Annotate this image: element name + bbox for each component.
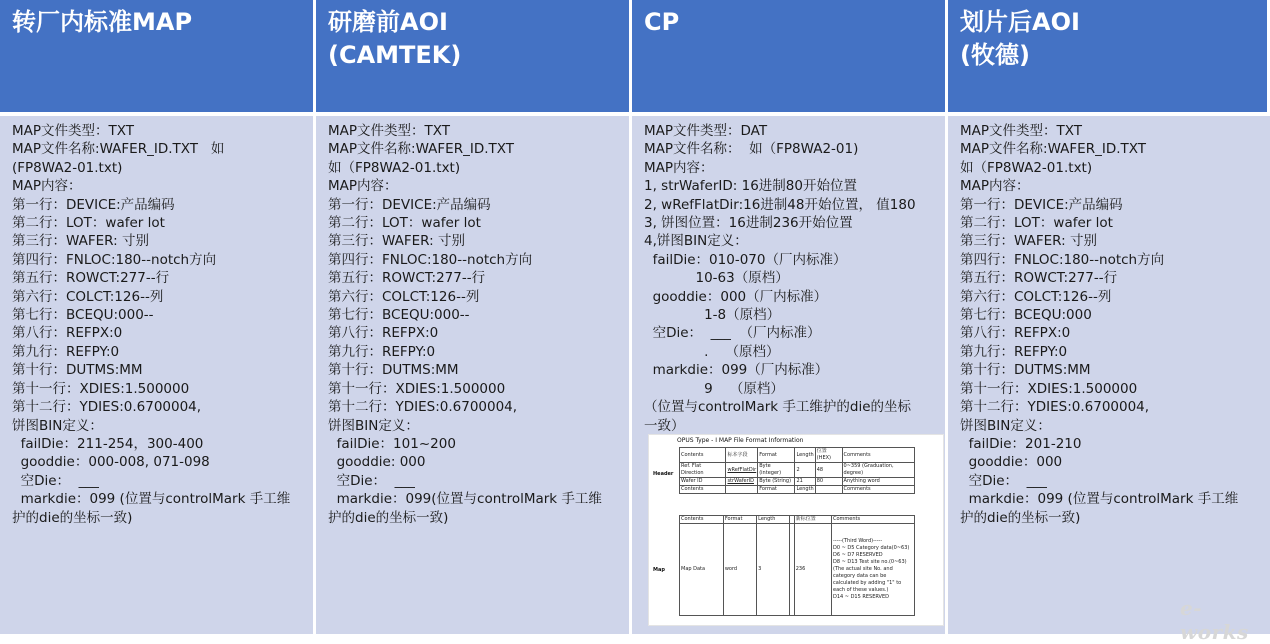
header-standard-map: 转厂内标准MAP [0, 0, 316, 116]
content-line: 第三行：WAFER: 寸别 [960, 233, 1097, 250]
content-line: 第十二行：YDIES:0.6700004, [328, 399, 518, 416]
content-line: 饼图BIN定义： [328, 417, 419, 434]
content-line: 第五行：ROWCT:277--行 [328, 270, 486, 287]
content-line: MAP文件类型：TXT [960, 123, 1083, 139]
content-line: 9 （原档） [644, 380, 784, 397]
content-line: 第二行：LOT：wafer lot [12, 215, 165, 232]
doc-comment-line: -----(Third Word)----- [833, 538, 883, 544]
content-line: 空Die： ___ [960, 472, 1047, 489]
doc-cell: 21 [795, 478, 815, 486]
content-line: MAP内容： [328, 178, 398, 195]
content-line: 3, 饼图位置：16进制236开始位置 [644, 215, 853, 232]
header-post-dicing-aoi: 划片后AOI (牧德) [948, 0, 1270, 116]
map-format-document-image [648, 434, 944, 626]
content-line: MAP内容： [960, 178, 1030, 195]
doc-header-table [679, 447, 915, 494]
content-line: 第七行：BCEQU:000-- [328, 307, 470, 324]
content-line: 第八行：REFPX:0 [12, 325, 123, 342]
doc-cell: Length [795, 448, 815, 463]
content-line: 第七行：BCEQU:000 [960, 307, 1092, 324]
content-line: 护的die的坐标一致) [328, 509, 449, 526]
content-line: 第十行：DUTMS:MM [12, 362, 143, 379]
content-line: 空Die： ___ （厂内标准） [644, 325, 821, 342]
content-line: gooddie：000（厂内标准） [644, 288, 828, 305]
content-line: 2, wRefFlatDir:16进制48开始位置， 值180 [644, 196, 916, 213]
doc-cell: Contents [680, 448, 726, 463]
content-line: 第十一行：XDIES:1.500000 [960, 380, 1138, 397]
content-line: markdie：099 (位置与controlMark 手工维 [960, 491, 1239, 508]
content-line: 第三行：WAFER: 寸别 [328, 233, 465, 250]
doc-cell: 2 [795, 463, 815, 478]
content-line: MAP文件类型：TXT [12, 123, 135, 139]
doc-comment-line: (The actual site No. and category data can be calculated by adding "1" to each of these values.) [833, 566, 902, 593]
doc-cell: Wafer ID [680, 478, 726, 486]
content-line: gooddie：000 [960, 454, 1063, 471]
content-line: 第四行：FNLOC:180--notch方向 [960, 251, 1165, 268]
body-standard-map [0, 116, 316, 634]
doc-comment-line: D6 ~ D7 RESERVED [833, 552, 883, 558]
doc-cell: 位置(HEX) [815, 448, 842, 463]
content-line: 第六行：COLCT:126--列 [12, 288, 164, 305]
doc-cell [815, 486, 842, 494]
doc-cell: wRefFlatDir [726, 463, 758, 478]
content-line: 第一行：DEVICE:产品编码 [328, 196, 491, 213]
content-line: markdie：099（厂内标准） [644, 362, 829, 379]
content-line: MAP文件类型：DAT [644, 123, 768, 139]
content-line: gooddie：000-008, 071-098 [12, 454, 210, 471]
content-line: 第二行：LOT：wafer lot [960, 215, 1113, 232]
content-line: 如（FP8WA2-01.txt) [960, 159, 1093, 176]
content-line: 第十行：DUTMS:MM [960, 362, 1091, 379]
doc-cell: 标本字段 [726, 448, 758, 463]
e-works-watermark-logo: e-works [1180, 596, 1249, 644]
doc-comment-line: D8 ~ D13 Test site no.(0~63) [833, 559, 907, 565]
content-line: 1, strWaferID: 16进制80开始位置 [644, 178, 857, 195]
content-line: (FP8WA2-01.txt) [12, 159, 123, 176]
doc-cell [726, 486, 758, 494]
doc-cell: 新标位置 [794, 516, 831, 524]
doc-cell: Contents [680, 486, 726, 494]
doc-cell: Comments [842, 486, 914, 494]
content-line: 第十二行：YDIES:0.6700004, [960, 399, 1150, 416]
doc-header-row-label: Header [653, 471, 674, 477]
body-pre-grind-aoi [316, 116, 632, 634]
content-line: 第二行：LOT：wafer lot [328, 215, 481, 232]
doc-cell: word [723, 524, 756, 616]
content-line: MAP内容： [644, 159, 714, 176]
content-line: 饼图BIN定义： [12, 417, 103, 434]
content-line: 第一行：DEVICE:产品编码 [12, 196, 175, 213]
content-line: （位置与controlMark 手工维护的die的坐标 [644, 399, 912, 416]
header-pre-grind-aoi: 研磨前AOI (CAMTEK) [316, 0, 632, 116]
content-line: 第六行：COLCT:126--列 [960, 288, 1112, 305]
doc-cell: 3 [757, 524, 790, 616]
content-line: 1-8（原档） [644, 307, 781, 324]
doc-cell: Length [757, 516, 790, 524]
content-line: markdie：099(位置与controlMark 手工维 [328, 491, 602, 508]
content-line: 第四行：FNLOC:180--notch方向 [328, 251, 533, 268]
content-line: MAP文件名称:WAFER_ID.TXT 如 [12, 141, 225, 158]
content-line: 第九行：REFPY:0 [960, 343, 1068, 360]
content-line: 第十行：DUTMS:MM [328, 362, 459, 379]
content-line: 第三行：WAFER: 寸别 [12, 233, 149, 250]
content-line: MAP文件名称： 如（FP8WA2-01) [644, 141, 859, 158]
content-line: 一致） [644, 417, 685, 434]
content-line: 第十一行：XDIES:1.500000 [328, 380, 506, 397]
content-line: 4,饼图BIN定义： [644, 233, 748, 250]
content-line: 第四行：FNLOC:180--notch方向 [12, 251, 217, 268]
content-line: 第五行：ROWCT:277--行 [12, 270, 170, 287]
doc-cell: Format [758, 448, 795, 463]
doc-cell: Format [723, 516, 756, 524]
doc-cell: 0~359 (Graduation, degree) [842, 463, 914, 478]
content-line: 第七行：BCEQU:000-- [12, 307, 154, 324]
doc-cell: Comments [842, 448, 914, 463]
content-line: . （原档） [644, 343, 780, 360]
doc-cell: 80 [815, 478, 842, 486]
header-cp: CP [632, 0, 948, 116]
content-line: 空Die： ___ [12, 472, 99, 489]
doc-cell: Map Data [680, 524, 724, 616]
content-line: MAP文件名称:WAFER_ID.TXT [960, 141, 1147, 158]
doc-map-table [679, 515, 915, 616]
doc-comment-line: D0 ~ D5 Category data(0~63) [833, 545, 910, 551]
doc-map-row-label: Map [653, 567, 665, 573]
content-line: 第十一行：XDIES:1.500000 [12, 380, 190, 397]
content-line: failDie：010-070（厂内标准） [644, 251, 847, 268]
doc-cell: strWaferID [726, 478, 758, 486]
content-line: 第九行：REFPY:0 [12, 343, 120, 360]
content-line: 10-63（原档） [644, 270, 789, 287]
doc-cell: 48 [815, 463, 842, 478]
content-line: MAP文件名称:WAFER_ID.TXT [328, 141, 515, 158]
content-line: 第十二行：YDIES:0.6700004, [12, 399, 202, 416]
body-post-dicing-aoi [948, 116, 1270, 634]
content-line: 第九行：REFPY:0 [328, 343, 436, 360]
doc-cell: Anything word [842, 478, 914, 486]
content-line: 第六行：COLCT:126--列 [328, 288, 480, 305]
content-line: gooddie: 000 [328, 454, 426, 471]
doc-cell: Contents [680, 516, 724, 524]
content-line: MAP文件类型：TXT [328, 123, 451, 139]
content-line: failDie：201-210 [960, 435, 1082, 452]
content-line: 如（FP8WA2-01.txt) [328, 159, 461, 176]
content-line: 空Die： ___ [328, 472, 415, 489]
content-line: 第五行：ROWCT:277--行 [960, 270, 1118, 287]
doc-comments-cell [832, 524, 915, 616]
content-line: failDie：101~200 [328, 435, 456, 452]
content-line: 护的die的坐标一致) [960, 509, 1081, 526]
doc-comment-line: D14 ~ D15 RESERVED [833, 594, 889, 600]
content-line: 第八行：REFPX:0 [960, 325, 1071, 342]
content-line: MAP内容： [12, 178, 82, 195]
doc-cell: Ref. Flat Direction [680, 463, 726, 478]
doc-caption: OPUS Type - I MAP File Format Information [677, 437, 804, 444]
content-line: 护的die的坐标一致) [12, 509, 133, 526]
doc-cell: Format [758, 486, 795, 494]
doc-cell: Comments [832, 516, 915, 524]
doc-cell: Byte (String) [758, 478, 795, 486]
doc-cell: 236 [794, 524, 831, 616]
content-line: markdie：099 (位置与controlMark 手工维 [12, 491, 291, 508]
content-line: 饼图BIN定义： [960, 417, 1051, 434]
doc-cell: Length [796, 486, 814, 492]
content-line: 第一行：DEVICE:产品编码 [960, 196, 1123, 213]
doc-cell: Byte (integer) [758, 463, 795, 478]
content-line: 第八行：REFPX:0 [328, 325, 439, 342]
content-line: failDie：211-254，300-400 [12, 435, 204, 452]
